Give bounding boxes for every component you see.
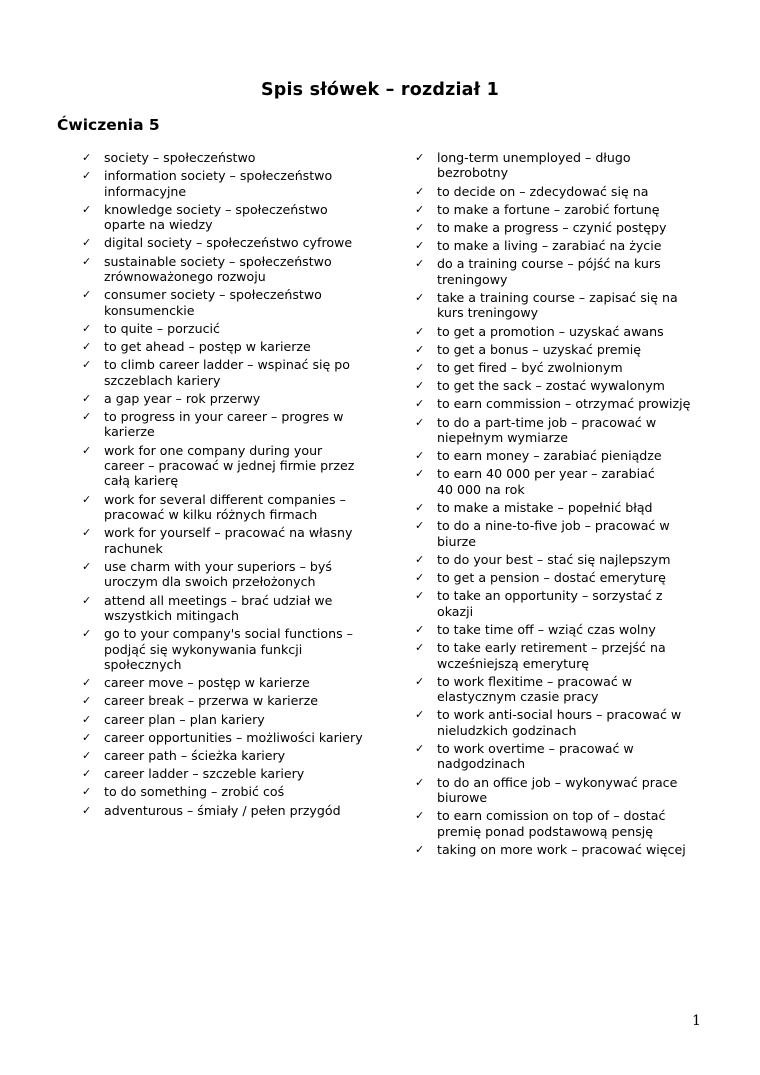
vocabulary-item — [415, 378, 715, 393]
vocabulary-item-text: taking on more work – pracować więcej — [437, 841, 686, 857]
vocabulary-item-text: to do a part-time job – pracować w niepełnym wymiarze — [437, 414, 657, 446]
check-mark-icon: ✓ — [415, 741, 425, 755]
vocabulary-item-text: to decide on – zdecydować się na — [437, 183, 649, 199]
vocabulary-item — [82, 559, 382, 590]
vocabulary-item — [82, 391, 382, 406]
vocabulary-item-text: to take early retirement – przejść na wcześniejszą emeryturę — [437, 640, 666, 671]
vocabulary-item-text: sustainable society – społeczeństwo zrównoważonego rozwoju — [104, 253, 332, 285]
vocabulary-item — [415, 808, 715, 839]
check-mark-icon: ✓ — [415, 397, 425, 411]
vocabulary-item-text: work for one company during your career – pracować w jednej firmie przez całą karierę — [104, 442, 355, 489]
check-mark-icon: ✓ — [82, 443, 92, 457]
vocabulary-item-text: career ladder – szczeble kariery — [104, 766, 305, 782]
vocabulary-item — [82, 748, 382, 763]
check-mark-icon: ✓ — [415, 415, 425, 429]
check-mark-icon: ✓ — [82, 151, 92, 164]
vocabulary-item-text: to make a living – zarabiać na życie — [437, 238, 662, 254]
vocabulary-item — [415, 842, 715, 857]
section-heading: Ćwiczenia 5 — [57, 116, 160, 134]
check-mark-icon: ✓ — [415, 324, 425, 338]
vocabulary-item — [82, 409, 382, 440]
vocabulary-item — [415, 622, 715, 637]
vocabulary-item-text: to earn money – zarabiać pieniądze — [437, 448, 662, 464]
vocabulary-item-text: to earn commission – otrzymać prowizję — [437, 396, 691, 412]
check-mark-icon: ✓ — [415, 361, 425, 375]
vocabulary-item-text: to do something – zrobić coś — [104, 784, 285, 800]
vocabulary-item-text: to work flexitime – pracować w elastycznym czasie pracy — [437, 673, 633, 705]
vocabulary-item — [415, 238, 715, 253]
vocabulary-item — [82, 593, 382, 624]
vocabulary-item — [415, 552, 715, 567]
vocabulary-item — [415, 707, 715, 738]
check-mark-icon: ✓ — [82, 712, 92, 726]
check-mark-icon: ✓ — [82, 169, 92, 183]
vocabulary-item-text: to get fired – być zwolnionym — [437, 360, 623, 376]
vocabulary-item — [415, 324, 715, 339]
vocabulary-item-text: to earn 40 000 per year – zarabiać 40 000 na rok — [437, 466, 655, 497]
vocabulary-item — [82, 321, 382, 336]
vocabulary-item-text: do a training course – pójść na kurs treningowy — [437, 256, 661, 287]
vocabulary-item-text: take a training course – zapisać się na kurs treningowy — [437, 290, 678, 321]
vocabulary-item-text: to do an office job – wykonywać prace biurowe — [437, 774, 678, 805]
vocabulary-item-text: knowledge society – społeczeństwo oparte na wiedzy — [104, 201, 328, 233]
check-mark-icon: ✓ — [415, 842, 425, 856]
check-mark-icon: ✓ — [82, 321, 92, 335]
vocabulary-item — [82, 766, 382, 781]
check-mark-icon: ✓ — [415, 449, 425, 463]
check-mark-icon: ✓ — [82, 748, 92, 762]
check-mark-icon: ✓ — [82, 492, 92, 506]
vocabulary-item-text: to make a progress – czynić postępy — [437, 220, 667, 236]
vocabulary-item — [415, 775, 715, 806]
vocabulary-item-text: use charm with your superiors – byś uroczym dla swoich przełożonych — [104, 558, 332, 590]
vocabulary-item-text: long-term unemployed – długo bezrobotny — [437, 150, 631, 181]
vocabulary-item — [415, 220, 715, 235]
vocabulary-item-text: go to your company's social functions – podjąć się wykonywania funkcji społecznych — [104, 626, 353, 672]
vocabulary-item-text: career break – przerwa w karierze — [104, 693, 318, 709]
vocabulary-item — [415, 184, 715, 199]
vocabulary-item — [415, 396, 715, 411]
vocabulary-item-text: to progress in your career – progres w karierze — [104, 409, 344, 440]
vocabulary-item — [415, 342, 715, 357]
check-mark-icon: ✓ — [82, 202, 92, 216]
check-mark-icon: ✓ — [82, 254, 92, 268]
check-mark-icon: ✓ — [415, 552, 425, 566]
vocabulary-item-text: digital society – społeczeństwo cyfrowe — [104, 235, 353, 251]
vocabulary-item — [415, 640, 715, 671]
vocabulary-item — [82, 675, 382, 690]
vocabulary-item — [82, 803, 382, 818]
vocabulary-item-text: to do your best – stać się najlepszym — [437, 551, 671, 567]
vocabulary-item-text: work for several different companies – pracować w kilku różnych firmach — [104, 491, 346, 523]
check-mark-icon: ✓ — [415, 809, 425, 823]
vocabulary-item — [82, 443, 382, 489]
vocabulary-item — [82, 287, 382, 318]
vocabulary-item — [82, 150, 382, 165]
check-mark-icon: ✓ — [415, 708, 425, 722]
check-mark-icon: ✓ — [415, 467, 425, 481]
vocabulary-item-text: to take an opportunity – sorzystać z okazji — [437, 588, 663, 619]
vocabulary-item-text: a gap year – rok przerwy — [104, 390, 261, 406]
vocabulary-item — [82, 712, 382, 727]
check-mark-icon: ✓ — [82, 358, 92, 372]
vocabulary-item — [415, 588, 715, 619]
vocabulary-item-text: to get a bonus – uzyskać premię — [437, 341, 642, 357]
check-mark-icon: ✓ — [415, 221, 425, 235]
check-mark-icon: ✓ — [415, 775, 425, 789]
vocabulary-item — [415, 741, 715, 772]
vocabulary-item-text: to get the sack – zostać wywalonym — [437, 378, 665, 394]
vocabulary-item-text: to climb career ladder – wspinać się po szczeblach kariery — [104, 357, 350, 388]
vocabulary-item — [415, 518, 715, 549]
vocabulary-item-text: work for yourself – pracować na własny rachunek — [104, 525, 353, 556]
check-mark-icon: ✓ — [415, 674, 425, 688]
vocabulary-item — [82, 357, 382, 388]
vocabulary-item — [82, 525, 382, 556]
check-mark-icon: ✓ — [82, 676, 92, 690]
vocabulary-item-text: to work overtime – pracować w nadgodzinach — [437, 740, 634, 772]
check-mark-icon: ✓ — [82, 627, 92, 641]
check-mark-icon: ✓ — [82, 288, 92, 302]
vocabulary-item — [415, 150, 715, 181]
check-mark-icon: ✓ — [82, 730, 92, 744]
vocabulary-item — [415, 415, 715, 446]
vocabulary-item-text: attend all meetings – brać udział we wszystkich mitingach — [104, 592, 333, 623]
check-mark-icon: ✓ — [82, 559, 92, 573]
check-mark-icon: ✓ — [82, 526, 92, 540]
check-mark-icon: ✓ — [415, 257, 425, 271]
vocabulary-item-text: consumer society – społeczeństwo konsumenckie — [104, 287, 322, 318]
vocabulary-item-text: to make a mistake – popełnić błąd — [437, 500, 653, 516]
check-mark-icon: ✓ — [415, 519, 425, 533]
check-mark-icon: ✓ — [82, 694, 92, 708]
vocabulary-item — [415, 360, 715, 375]
check-mark-icon: ✓ — [82, 391, 92, 405]
vocabulary-item — [82, 254, 382, 285]
check-mark-icon: ✓ — [415, 589, 425, 603]
check-mark-icon: ✓ — [415, 291, 425, 305]
check-mark-icon: ✓ — [415, 202, 425, 216]
check-mark-icon: ✓ — [82, 410, 92, 424]
vocabulary-item — [82, 626, 382, 672]
vocabulary-item — [415, 570, 715, 585]
vocabulary-item-text: career plan – plan kariery — [104, 711, 265, 727]
check-mark-icon: ✓ — [415, 151, 425, 164]
check-mark-icon: ✓ — [415, 184, 425, 198]
check-mark-icon: ✓ — [82, 340, 92, 354]
vocabulary-item — [82, 492, 382, 523]
vocabulary-item — [82, 784, 382, 799]
vocabulary-item — [82, 339, 382, 354]
vocabulary-item — [415, 290, 715, 321]
check-mark-icon: ✓ — [82, 803, 92, 817]
check-mark-icon: ✓ — [415, 379, 425, 393]
vocabulary-item — [415, 466, 715, 497]
vocabulary-item-text: to make a fortune – zarobić fortunę — [437, 201, 660, 217]
check-mark-icon: ✓ — [415, 641, 425, 655]
vocabulary-item-text: to get a promotion – uzyskać awans — [437, 323, 664, 339]
check-mark-icon: ✓ — [415, 622, 425, 636]
vocabulary-item-text: information society – społeczeństwo informacyjne — [104, 168, 333, 199]
check-mark-icon: ✓ — [82, 593, 92, 607]
vocabulary-item-text: to do a nine-to-five job – pracować w biurze — [437, 518, 670, 549]
vocabulary-item-text: society – społeczeństwo — [104, 150, 256, 165]
page-title: Spis słówek – rozdział 1 — [260, 80, 500, 100]
vocabulary-item — [415, 448, 715, 463]
vocabulary-item — [82, 202, 382, 233]
vocabulary-list-right — [415, 150, 715, 860]
vocabulary-item-text: to quite – porzucić — [104, 320, 220, 336]
vocabulary-item-text: to take time off – wziąć czas wolny — [437, 621, 656, 637]
vocabulary-item-text: to get a pension – dostać emeryturę — [437, 570, 666, 586]
check-mark-icon: ✓ — [415, 239, 425, 253]
vocabulary-item — [415, 202, 715, 217]
check-mark-icon: ✓ — [82, 236, 92, 250]
vocabulary-item-text: to work anti-social hours – pracować w nieludzkich godzinach — [437, 707, 682, 738]
vocabulary-item-text: career path – ścieżka kariery — [104, 747, 286, 763]
vocabulary-item — [82, 168, 382, 199]
vocabulary-item-text: to earn comission on top of – dostać premię ponad podstawową pensję — [437, 808, 666, 839]
check-mark-icon: ✓ — [415, 501, 425, 515]
vocabulary-item — [82, 730, 382, 745]
vocabulary-list-left — [82, 150, 382, 821]
check-mark-icon: ✓ — [82, 767, 92, 781]
vocabulary-item-text: adventurous – śmiały / pełen przygód — [104, 802, 341, 818]
vocabulary-item — [415, 500, 715, 515]
vocabulary-item-text: to get ahead – postęp w karierze — [104, 339, 311, 355]
vocabulary-item — [415, 674, 715, 705]
check-mark-icon: ✓ — [415, 571, 425, 585]
check-mark-icon: ✓ — [415, 342, 425, 356]
vocabulary-item — [82, 693, 382, 708]
page-number: 1 — [692, 1013, 701, 1029]
vocabulary-item — [415, 256, 715, 287]
vocabulary-item-text: career move – postęp w karierze — [104, 675, 310, 691]
vocabulary-item-text: career opportunities – możliwości kariery — [104, 729, 363, 745]
vocabulary-item — [82, 235, 382, 250]
check-mark-icon: ✓ — [82, 785, 92, 799]
